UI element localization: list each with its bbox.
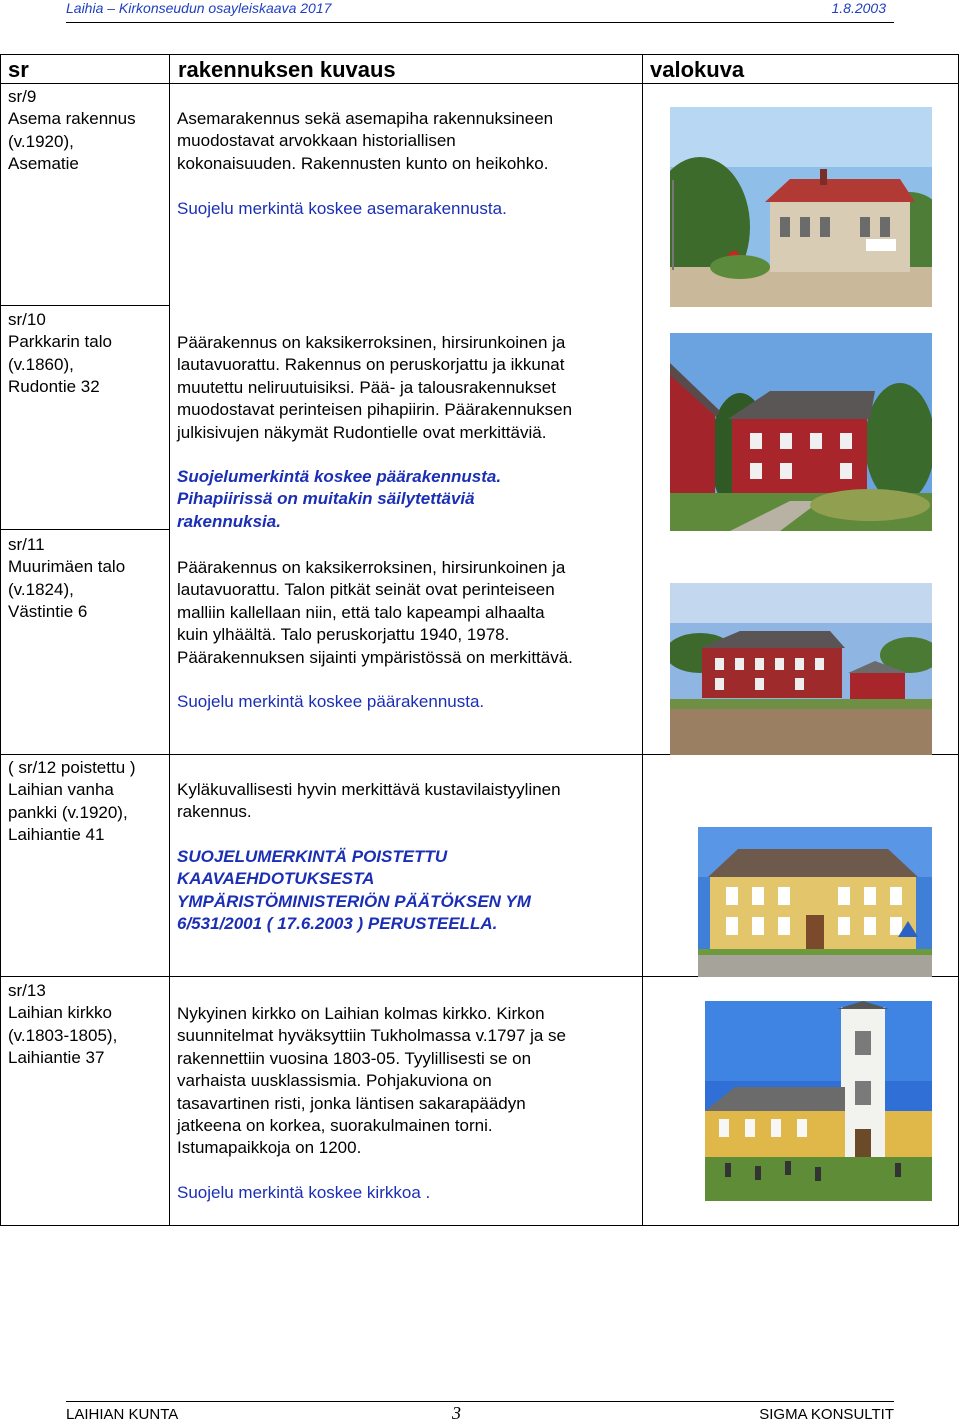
row-id-sr12: ( sr/12 poistettu ) Laihian vanha pankki (v.1920), Laihiantie 41: [8, 758, 136, 845]
column-divider: [169, 55, 170, 1225]
row-note-sr12: SUOJELUMERKINTÄ POISTETTU KAAVAEHDOTUKSESTA YMPÄRISTÖMINISTERIÖN PÄÄTÖKSEN YM 6/531/2001 ( 17.6.2003 ) PERUSTEELLA.: [177, 847, 531, 934]
column-divider: [642, 55, 643, 1225]
row-description-sr9: Asemarakennus sekä asemapiha rakennuksineen muodostavat arvokkaan historiallisen kokonaisuuden. Rakennusten kunto on heikohko.: [177, 109, 554, 173]
column-header-description: rakennuksen kuvaus: [178, 57, 396, 82]
header-row-divider: [1, 83, 958, 84]
row-note-sr11: Suojelu merkintä koskee päärakennusta.: [177, 692, 485, 711]
buildings-table: [0, 54, 959, 1226]
footer-municipality: LAIHIAN KUNTA: [66, 1406, 179, 1423]
page-footer: [66, 1401, 894, 1424]
row-divider: [1, 305, 169, 306]
row-id-sr13: sr/13 Laihian kirkko (v.1803-1805), Laihiantie 37: [8, 981, 118, 1068]
page-number: 3: [452, 1403, 461, 1423]
row-divider: [1, 529, 169, 530]
row-note-sr10: Suojelumerkintä koskee päärakennusta. Pihapiirissä on muitakin säilytettäviä rakennuksia.: [177, 467, 502, 531]
row-description-sr11: Päärakennus on kaksikerroksinen, hirsirunkoinen ja lautavuorattu. Talon pitkät seinät ovat perinteiseen malliin kallellaan niin, että talo kapeampi alhaalta kuin ylhäältä. Talo peruskorjattu 1940, 1978. Päärakennuksen sijainti ympäristössä on merkittävä.: [177, 558, 573, 667]
page-header: [66, 0, 894, 23]
row-id-sr10: sr/10 Parkkarin talo (v.1860), Rudontie 32: [8, 310, 112, 397]
laihia-church-photo: [705, 1001, 932, 1201]
column-header-sr: sr: [8, 57, 29, 82]
row-id-sr11: sr/11 Muurimäen talo (v.1824), Västintie 6: [8, 535, 126, 622]
row-note-sr13: Suojelu merkintä koskee kirkkoa .: [177, 1183, 431, 1202]
row-description-sr13: Nykyinen kirkko on Laihian kolmas kirkko. Kirkon suunnitelmat hyväksyttiin Tukholmassa v.1797 ja se rakennettiin vuosina 1803-05. Tyylillisesti se on varhaista uusklassismia. Pohjakuviona on tasavartinen risti, jonka läntisen sakarapäädyn jatkeena on korkea, suorakulmainen torni. Istumapaikkoja on 1200.: [177, 1004, 566, 1158]
row-description-sr12: Kyläkuvallisesti hyvin merkittävä kustavilaistyylinen rakennus.: [177, 780, 561, 822]
row-note-sr9: Suojelu merkintä koskee asemarakennusta.: [177, 199, 507, 218]
old-bank-photo: [698, 827, 932, 977]
parkkari-house-photo: [670, 333, 932, 531]
column-header-photo: valokuva: [650, 57, 745, 82]
station-building-photo: [670, 107, 932, 307]
muurimaki-house-photo: [670, 583, 932, 755]
row-description-sr10: Päärakennus on kaksikerroksinen, hirsirunkoinen ja lautavuorattu. Rakennus on peruskorjattu ja ikkunat muutettu neliruutuisiksi. Pää- ja talousrakennukset muodostavat perinteisen pihapiirin. Päärakennuksen julkisivujen näkymät Rudontielle ovat merkittäviä.: [177, 333, 573, 442]
footer-consultant: SIGMA KONSULTIT: [759, 1406, 894, 1423]
header-date: 1.8.2003: [831, 0, 886, 16]
row-id-sr9: sr/9 Asema rakennus (v.1920), Asematie: [8, 87, 136, 174]
header-title: Laihia – Kirkonseudun osayleiskaava 2017: [66, 0, 332, 16]
